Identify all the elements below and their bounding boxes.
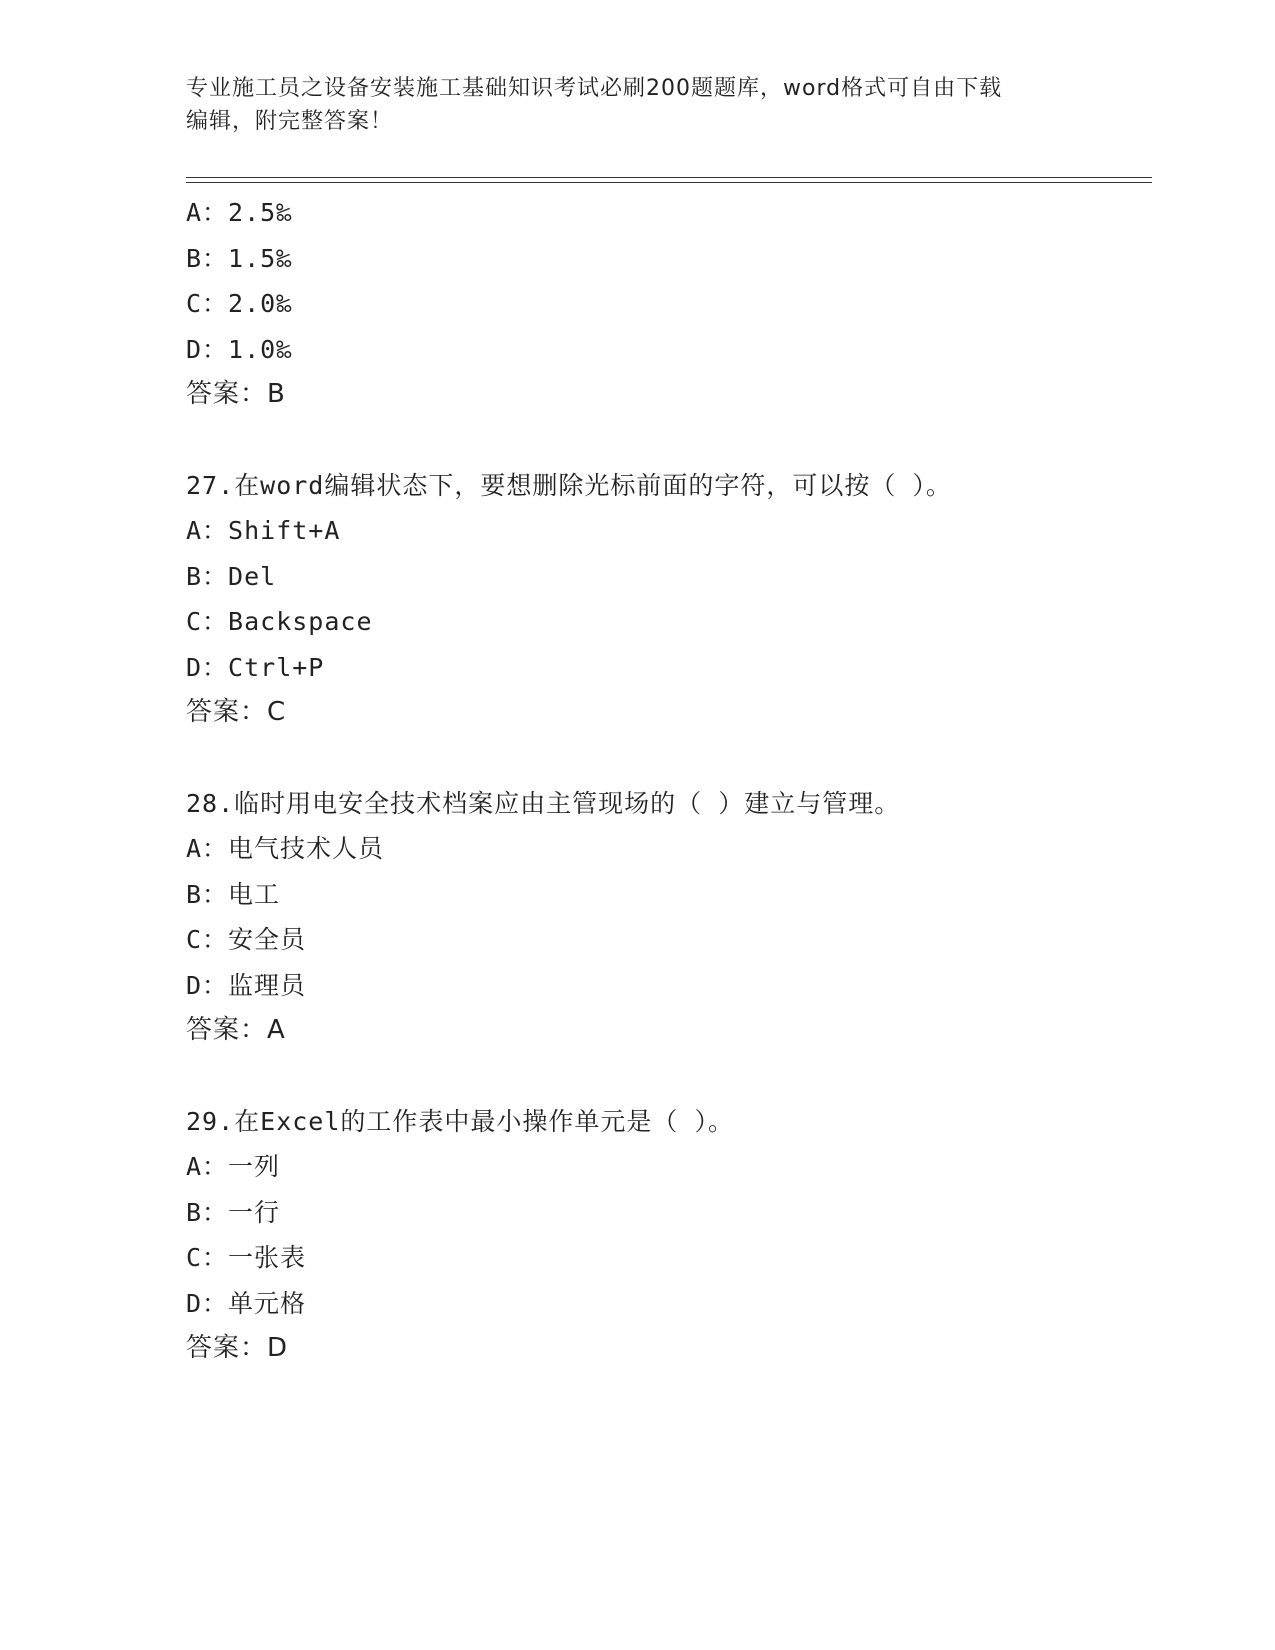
option-d: D：Ctrl+P xyxy=(186,652,325,682)
option-c: C：安全员 xyxy=(186,925,307,954)
question-block-28 xyxy=(186,781,1146,1054)
answer-line: 答案：D xyxy=(186,1333,289,1363)
option-d: D：监理员 xyxy=(186,970,307,1000)
option-b: B：电工 xyxy=(186,879,281,909)
option-b: B：Del xyxy=(186,561,277,591)
option-d: D：单元格 xyxy=(186,1288,307,1318)
header-divider-top xyxy=(186,177,1152,178)
option-d: D：1.0‰ xyxy=(186,334,293,364)
question-block-29 xyxy=(186,1099,1146,1372)
option-a: A：2.5‰ xyxy=(186,198,293,227)
option-a: A：电气技术人员 xyxy=(186,834,385,863)
header-title-line-2: 编辑，附完整答案！ xyxy=(186,109,394,134)
question-block-26 xyxy=(186,190,1146,418)
question-text: 29.在Excel的工作表中最小操作单元是（ ）。 xyxy=(186,1106,734,1136)
answer-line: 答案：C xyxy=(186,697,287,727)
option-a: A：一列 xyxy=(186,1152,281,1181)
option-b: B：一行 xyxy=(186,1197,281,1227)
option-c: C：Backspace xyxy=(186,607,373,636)
question-text: 27.在word编辑状态下，要想删除光标前面的字符，可以按（ ）。 xyxy=(186,470,952,500)
option-b: B：1.5‰ xyxy=(186,243,293,273)
header-title-line-1: 专业施工员之设备安装施工基础知识考试必刷200题题库，word格式可自由下载 xyxy=(186,76,1003,101)
header-divider-bottom xyxy=(186,182,1152,183)
document-header xyxy=(186,72,1066,138)
option-a: A：Shift+A xyxy=(186,516,341,545)
question-list xyxy=(186,190,1146,1372)
option-c: C：2.0‰ xyxy=(186,289,293,318)
option-c: C：一张表 xyxy=(186,1243,307,1272)
answer-line: 答案：B xyxy=(186,379,286,409)
question-block-27 xyxy=(186,463,1146,736)
question-text: 28.临时用电安全技术档案应由主管现场的（ ）建立与管理。 xyxy=(186,788,901,818)
answer-line: 答案：A xyxy=(186,1015,286,1045)
